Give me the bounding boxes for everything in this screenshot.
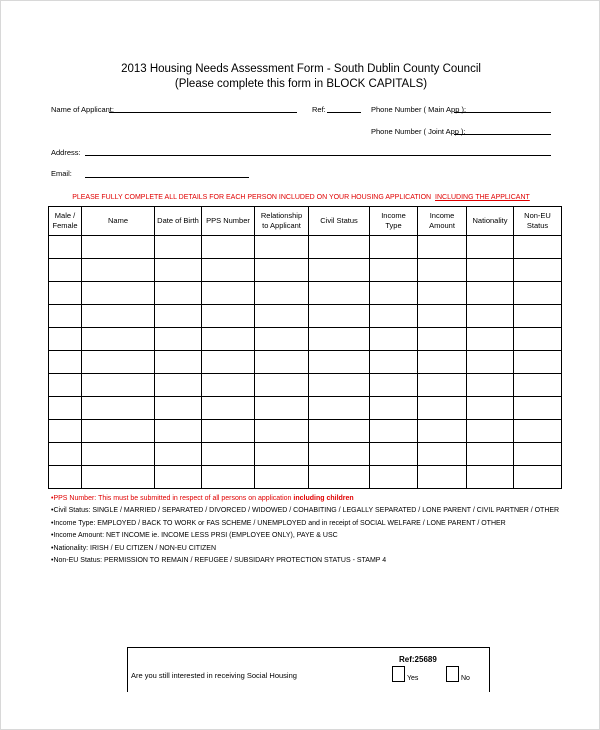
address-field[interactable] bbox=[85, 155, 551, 156]
table-cell[interactable] bbox=[418, 282, 467, 305]
ref-field[interactable] bbox=[327, 112, 361, 113]
col-header-income-amount: Income Amount bbox=[418, 207, 467, 236]
table-cell[interactable] bbox=[514, 236, 562, 259]
table-row bbox=[49, 466, 562, 489]
table-cell[interactable] bbox=[467, 259, 514, 282]
table-cell[interactable] bbox=[255, 397, 309, 420]
table-cell[interactable] bbox=[309, 351, 370, 374]
table-cell[interactable] bbox=[82, 443, 155, 466]
col-header-relationship: Relationship to Applicant bbox=[255, 207, 309, 236]
table-row bbox=[49, 374, 562, 397]
household-table bbox=[48, 206, 562, 489]
table-cell[interactable] bbox=[202, 305, 255, 328]
ref-label: Ref: bbox=[312, 105, 326, 114]
col-header-name: Name bbox=[82, 207, 155, 236]
table-cell[interactable] bbox=[370, 305, 418, 328]
table-cell[interactable] bbox=[155, 236, 202, 259]
table-cell[interactable] bbox=[202, 351, 255, 374]
name-label: Name of Applicant: bbox=[51, 105, 114, 114]
table-cell[interactable] bbox=[82, 236, 155, 259]
table-cell[interactable] bbox=[49, 328, 82, 351]
table-cell[interactable] bbox=[255, 374, 309, 397]
table-cell[interactable] bbox=[514, 351, 562, 374]
name-field[interactable] bbox=[109, 112, 297, 113]
table-cell[interactable] bbox=[418, 420, 467, 443]
table-cell[interactable] bbox=[49, 466, 82, 489]
table-cell[interactable] bbox=[418, 305, 467, 328]
table-cell[interactable] bbox=[309, 397, 370, 420]
table-cell[interactable] bbox=[49, 259, 82, 282]
table-row bbox=[49, 305, 562, 328]
table-cell[interactable] bbox=[370, 328, 418, 351]
table-cell[interactable] bbox=[82, 351, 155, 374]
table-cell[interactable] bbox=[309, 466, 370, 489]
address-label: Address: bbox=[51, 148, 81, 157]
yes-checkbox[interactable] bbox=[392, 666, 405, 682]
form-subtitle: (Please complete this form in BLOCK CAPITALS) bbox=[174, 78, 428, 90]
table-cell[interactable] bbox=[514, 259, 562, 282]
table-cell[interactable] bbox=[467, 420, 514, 443]
table-row bbox=[49, 351, 562, 374]
table-cell[interactable] bbox=[370, 420, 418, 443]
table-cell[interactable] bbox=[82, 259, 155, 282]
table-cell[interactable] bbox=[514, 420, 562, 443]
table-cell[interactable] bbox=[49, 305, 82, 328]
note-pps: •PPS Number: This must be submitted in respect of all persons on application including children bbox=[51, 495, 354, 502]
notes-list bbox=[51, 493, 559, 567]
table-cell[interactable] bbox=[418, 236, 467, 259]
table-cell[interactable] bbox=[202, 374, 255, 397]
table-cell[interactable] bbox=[514, 397, 562, 420]
table-cell[interactable] bbox=[49, 351, 82, 374]
yes-label: Yes bbox=[407, 675, 419, 682]
email-label: Email: bbox=[51, 169, 72, 178]
table-cell[interactable] bbox=[255, 420, 309, 443]
table-row bbox=[49, 397, 562, 420]
col-header-dob: Date of Birth bbox=[155, 207, 202, 236]
note-nationality: •Nationality: IRISH / EU CITIZEN / NON-EU CITIZEN bbox=[51, 544, 217, 552]
table-cell[interactable] bbox=[82, 328, 155, 351]
table-cell[interactable] bbox=[514, 374, 562, 397]
table-header-row bbox=[49, 207, 562, 236]
table-cell[interactable] bbox=[155, 443, 202, 466]
table-cell[interactable] bbox=[467, 397, 514, 420]
table-cell[interactable] bbox=[255, 259, 309, 282]
note-non-eu: •Non-EU Status: PERMISSION TO REMAIN / REFUGEE / SUBSIDARY PROTECTION STATUS - STAMP 4 bbox=[51, 557, 387, 565]
table-cell[interactable] bbox=[49, 420, 82, 443]
table-cell[interactable] bbox=[155, 328, 202, 351]
note-income-type: •Income Type: EMPLOYED / BACK TO WORK or FAS SCHEME / UNEMPLOYED and in receipt of SOCIAL WELFARE / LONE PARENT / OTHER bbox=[51, 519, 506, 527]
table-cell[interactable] bbox=[202, 236, 255, 259]
form-title: 2013 Housing Needs Assessment Form - South Dublin County Council bbox=[121, 63, 481, 75]
table-cell[interactable] bbox=[370, 282, 418, 305]
no-label: No bbox=[461, 675, 470, 682]
table-cell[interactable] bbox=[255, 236, 309, 259]
box-ref: Ref:25689 bbox=[399, 655, 437, 664]
table-cell[interactable] bbox=[155, 305, 202, 328]
table-cell[interactable] bbox=[255, 282, 309, 305]
table-cell[interactable] bbox=[467, 282, 514, 305]
table-cell[interactable] bbox=[467, 374, 514, 397]
table-cell[interactable] bbox=[155, 420, 202, 443]
table-cell[interactable] bbox=[514, 328, 562, 351]
table-cell[interactable] bbox=[467, 305, 514, 328]
table-cell[interactable] bbox=[370, 236, 418, 259]
table-cell[interactable] bbox=[202, 466, 255, 489]
table-cell[interactable] bbox=[309, 374, 370, 397]
table-cell[interactable] bbox=[370, 443, 418, 466]
table-cell[interactable] bbox=[309, 328, 370, 351]
table-cell[interactable] bbox=[467, 351, 514, 374]
table-cell[interactable] bbox=[467, 466, 514, 489]
note-income-amount: •Income Amount: NET INCOME ie. INCOME LESS PRSI (EMPLOYEE ONLY), PAYE & USC bbox=[51, 532, 338, 540]
warning-underlined: INCLUDING THE APPLICANT bbox=[435, 194, 530, 201]
table-cell[interactable] bbox=[309, 282, 370, 305]
table-cell[interactable] bbox=[202, 443, 255, 466]
phone-joint-field[interactable] bbox=[454, 134, 551, 135]
table-cell[interactable] bbox=[49, 443, 82, 466]
table-cell[interactable] bbox=[49, 374, 82, 397]
table-cell[interactable] bbox=[155, 282, 202, 305]
col-header-income-type: Income Type bbox=[370, 207, 418, 236]
table-cell[interactable] bbox=[309, 443, 370, 466]
phone-main-label: Phone Number ( Main App ): bbox=[371, 105, 467, 114]
warning-text: PLEASE FULLY COMPLETE ALL DETAILS FOR EACH PERSON INCLUDED ON YOUR HOUSING APPLICATION bbox=[72, 194, 432, 201]
col-header-pps: PPS Number bbox=[202, 207, 255, 236]
table-cell[interactable] bbox=[370, 397, 418, 420]
table-cell[interactable] bbox=[155, 374, 202, 397]
table-cell[interactable] bbox=[255, 305, 309, 328]
email-field[interactable] bbox=[85, 177, 249, 178]
table-row bbox=[49, 236, 562, 259]
table-cell[interactable] bbox=[467, 443, 514, 466]
table-row bbox=[49, 282, 562, 305]
table-cell[interactable] bbox=[418, 351, 467, 374]
table-cell[interactable] bbox=[155, 351, 202, 374]
table-cell[interactable] bbox=[255, 443, 309, 466]
table-row bbox=[49, 328, 562, 351]
table-cell[interactable] bbox=[82, 420, 155, 443]
table-cell[interactable] bbox=[514, 305, 562, 328]
table-cell[interactable] bbox=[418, 259, 467, 282]
table-cell[interactable] bbox=[370, 374, 418, 397]
table-cell[interactable] bbox=[82, 305, 155, 328]
table-row bbox=[49, 420, 562, 443]
social-housing-question: Are you still interested in receiving Social Housing bbox=[131, 671, 297, 680]
table-cell[interactable] bbox=[255, 466, 309, 489]
table-cell[interactable] bbox=[202, 282, 255, 305]
table-cell[interactable] bbox=[255, 328, 309, 351]
table-cell[interactable] bbox=[82, 282, 155, 305]
table-cell[interactable] bbox=[370, 351, 418, 374]
table-cell[interactable] bbox=[49, 397, 82, 420]
table-cell[interactable] bbox=[155, 466, 202, 489]
col-header-non-eu-status: Non-EU Status bbox=[514, 207, 562, 236]
table-cell[interactable] bbox=[370, 259, 418, 282]
social-housing-box bbox=[127, 647, 490, 692]
table-cell[interactable] bbox=[309, 420, 370, 443]
table-cell[interactable] bbox=[202, 420, 255, 443]
phone-joint-label: Phone Number ( Joint App ): bbox=[371, 127, 466, 136]
table-cell[interactable] bbox=[418, 397, 467, 420]
table-cell[interactable] bbox=[514, 466, 562, 489]
table-cell[interactable] bbox=[309, 259, 370, 282]
table-cell[interactable] bbox=[467, 236, 514, 259]
table-cell[interactable] bbox=[467, 328, 514, 351]
table-cell[interactable] bbox=[49, 236, 82, 259]
col-header-nationality: Nationality bbox=[467, 207, 514, 236]
table-cell[interactable] bbox=[202, 397, 255, 420]
table-cell[interactable] bbox=[155, 397, 202, 420]
table-cell[interactable] bbox=[309, 236, 370, 259]
table-cell[interactable] bbox=[202, 328, 255, 351]
table-cell[interactable] bbox=[418, 443, 467, 466]
table-cell[interactable] bbox=[82, 397, 155, 420]
table-cell[interactable] bbox=[514, 443, 562, 466]
col-header-civil-status: Civil Status bbox=[309, 207, 370, 236]
table-cell[interactable] bbox=[202, 259, 255, 282]
table-cell[interactable] bbox=[418, 328, 467, 351]
no-checkbox[interactable] bbox=[446, 666, 459, 682]
table-row bbox=[49, 443, 562, 466]
warning-banner bbox=[1, 194, 600, 201]
table-cell[interactable] bbox=[155, 259, 202, 282]
table-cell[interactable] bbox=[418, 466, 467, 489]
table-cell[interactable] bbox=[255, 351, 309, 374]
col-header-sex: Male / Female bbox=[49, 207, 82, 236]
table-cell[interactable] bbox=[82, 374, 155, 397]
table-cell[interactable] bbox=[309, 305, 370, 328]
table-row bbox=[49, 259, 562, 282]
table-cell[interactable] bbox=[418, 374, 467, 397]
note-civil-status: •Civil Status: SINGLE / MARRIED / SEPARATED / DIVORCED / WIDOWED / COHABITING / LEGALLY SEPARATED / LONE PARENT / CIVIL PARTNER / OTHER bbox=[51, 507, 560, 515]
table-cell[interactable] bbox=[514, 282, 562, 305]
table-cell[interactable] bbox=[49, 282, 82, 305]
table-cell[interactable] bbox=[370, 466, 418, 489]
table-cell[interactable] bbox=[82, 466, 155, 489]
phone-main-field[interactable] bbox=[454, 112, 551, 113]
